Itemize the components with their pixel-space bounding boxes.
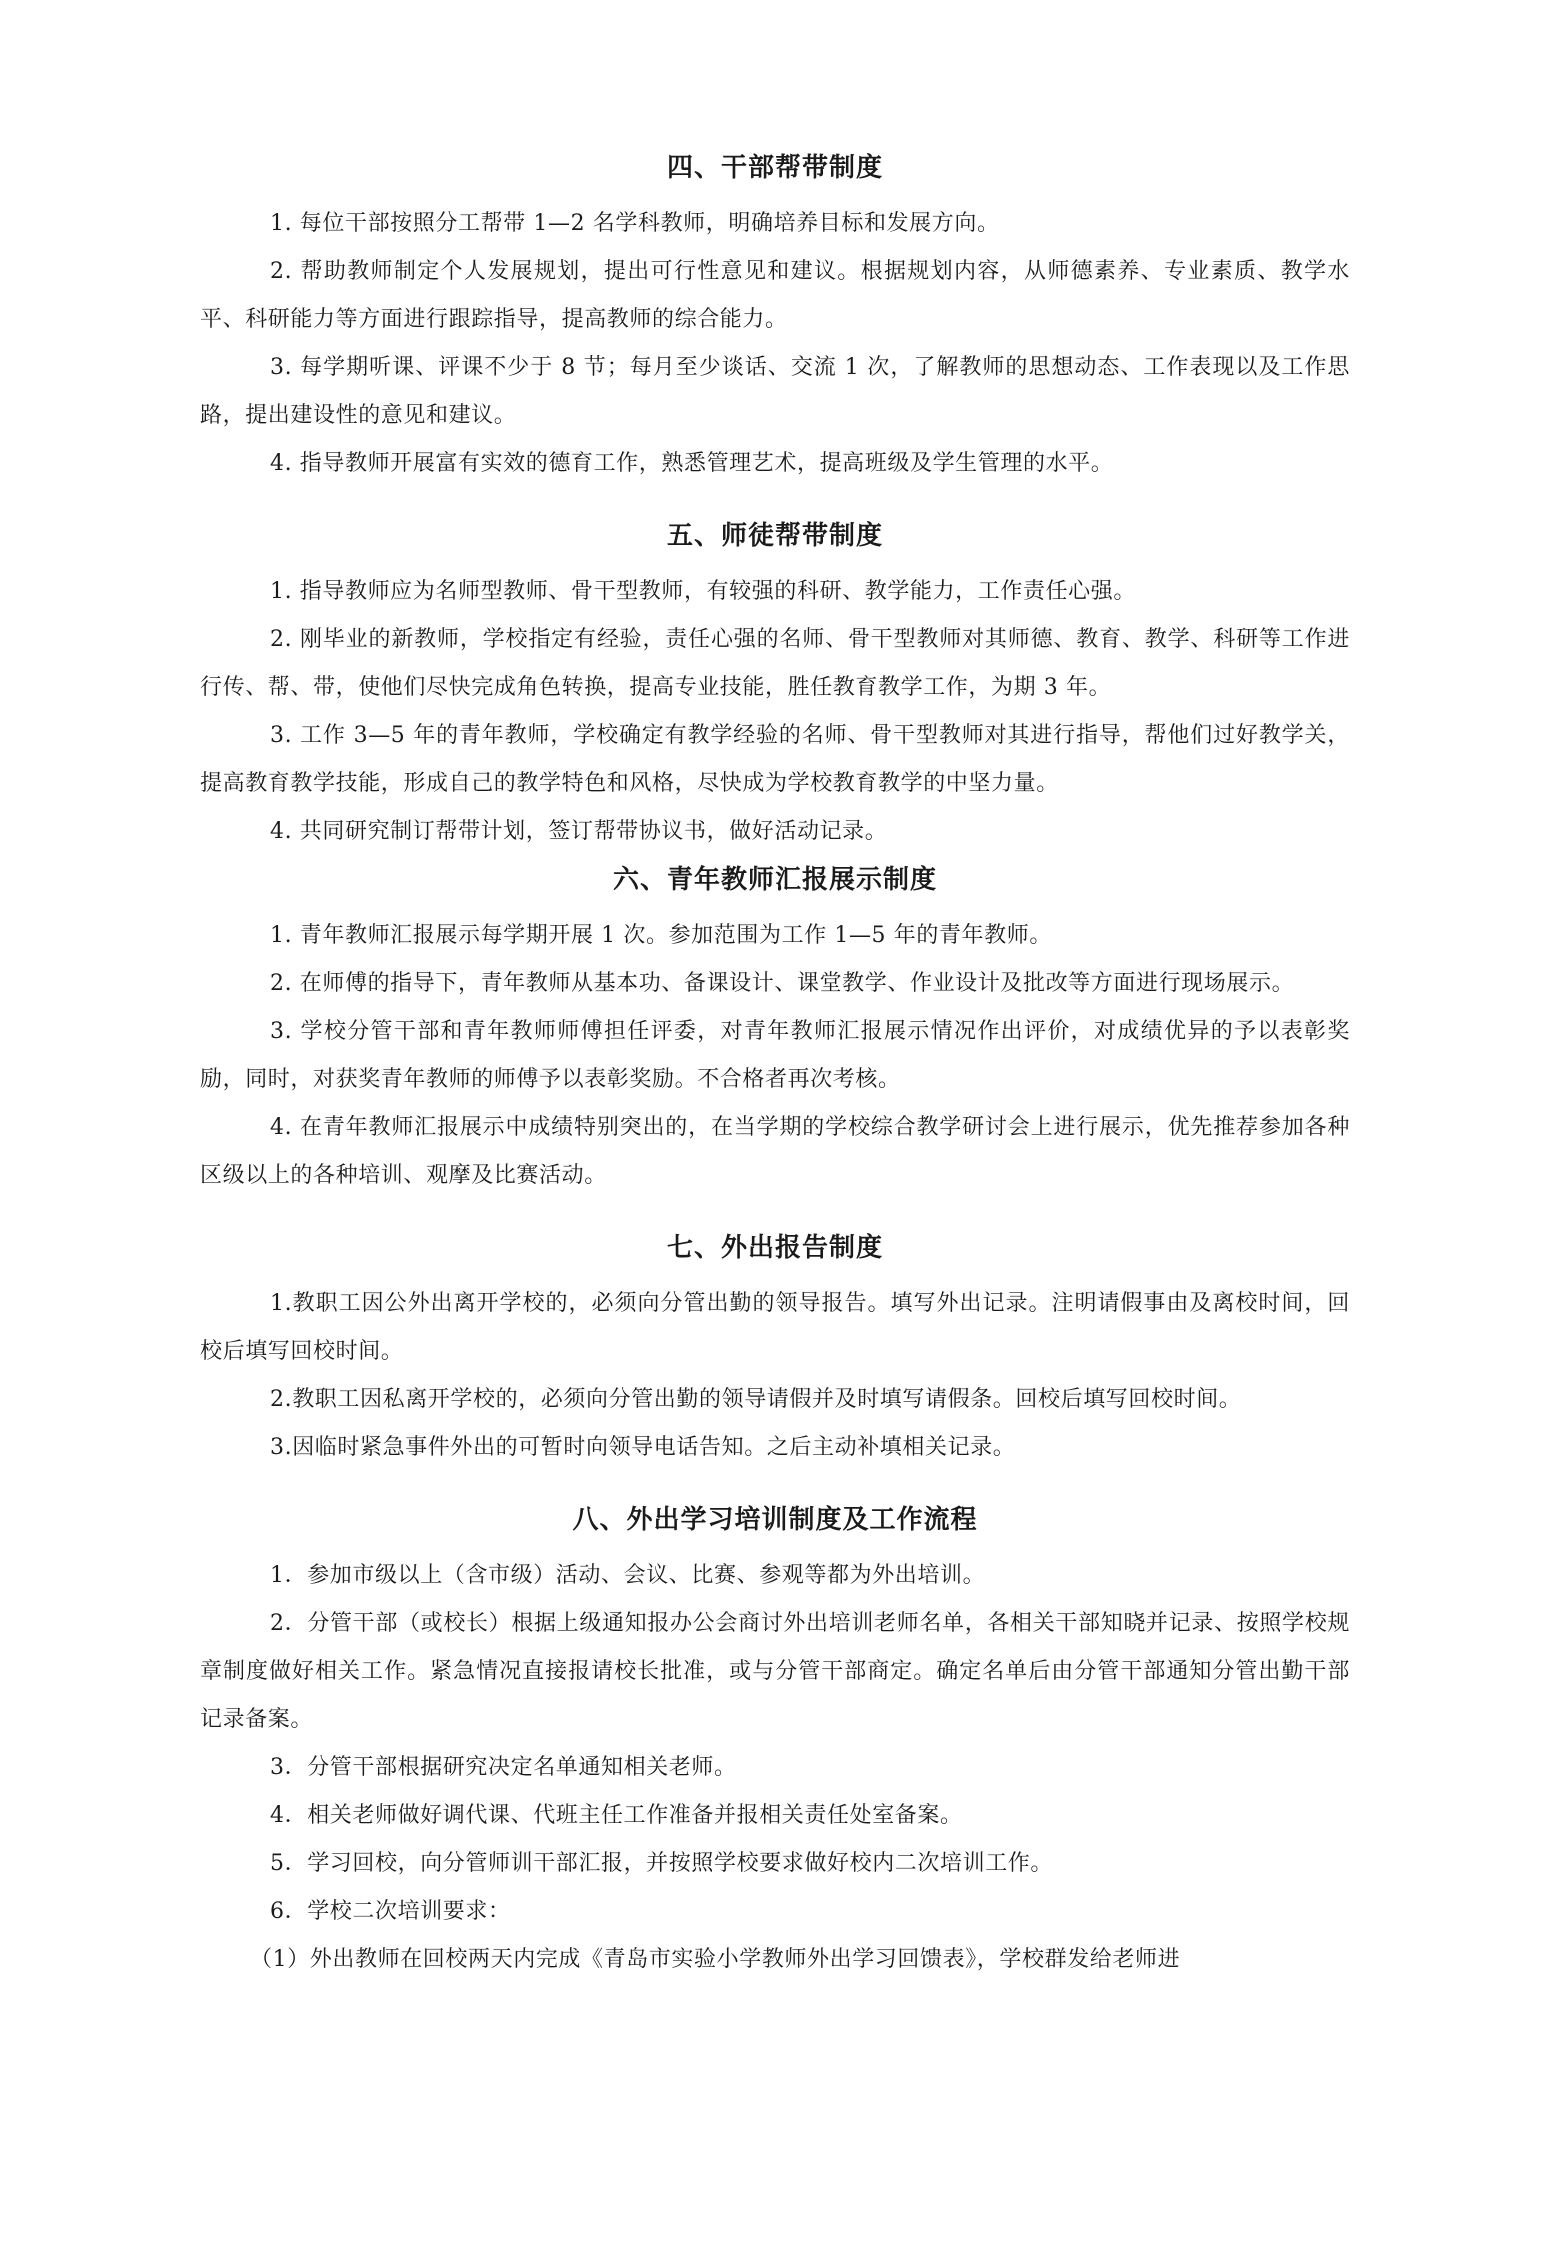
paragraph: 3．分管干部根据研究决定名单通知相关老师。 [270,1755,737,1780]
section-master-apprentice [200,518,1350,856]
section-title: 七、外出报告制度 [666,1233,883,1263]
paragraph: 3. 工作 3—5 年的青年教师，学校确定有教学经验的名师、骨干型教师对其进行指导，帮他们过好教学关，提高教育教学技能，形成自己的教学特色和风格，尽快成为学校教育教学的中坚力量。 [200,723,1350,796]
section-external-training [200,1502,1350,1984]
paragraph: 2. 帮助教师制定个人发展规划，提出可行性意见和建议。根据规划内容，从师德素养、专业素质、教学水平、科研能力等方面进行跟踪指导，提高教师的综合能力。 [200,259,1350,332]
paragraph: 1.教职工因公外出离开学校的，必须向分管出勤的领导报告。填写外出记录。注明请假事由及离校时间，回校后填写回校时间。 [200,1291,1350,1364]
paragraph: 4. 指导教师开展富有实效的德育工作，熟悉管理艺术，提高班级及学生管理的水平。 [270,451,1114,476]
paragraph: 2．分管干部（或校长）根据上级通知报办公会商讨外出培训老师名单，各相关干部知晓并记录、按照学校规章制度做好相关工作。紧急情况直接报请校长批准，或与分管干部商定。确定名单后由分管干部通知分管出勤干部记录备案。 [200,1611,1350,1732]
section-title: 八、外出学习培训制度及工作流程 [572,1505,978,1535]
paragraph: 1. 指导教师应为名师型教师、骨干型教师，有较强的科研、教学能力，工作责任心强。 [270,579,1136,604]
section-title: 五、师徒帮带制度 [666,521,883,551]
paragraph: 1. 每位干部按照分工帮带 1—2 名学科教师，明确培养目标和发展方向。 [270,211,1000,236]
paragraph: 4. 在青年教师汇报展示中成绩特别突出的，在当学期的学校综合教学研讨会上进行展示，优先推荐参加各种区级以上的各种培训、观摩及比赛活动。 [200,1115,1350,1188]
paragraph: 4．相关老师做好调代课、代班主任工作准备并报相关责任处室备案。 [270,1803,963,1828]
section-title: 四、干部帮带制度 [666,153,883,183]
paragraph: 3. 每学期听课、评课不少于 8 节；每月至少谈话、交流 1 次，了解教师的思想动态、工作表现以及工作思路，提出建设性的意见和建议。 [200,355,1350,428]
paragraph: 2. 在师傅的指导下，青年教师从基本功、备课设计、课堂教学、作业设计及批改等方面进行现场展示。 [270,971,1295,996]
paragraph: 2. 刚毕业的新教师，学校指定有经验，责任心强的名师、骨干型教师对其师德、教育、教学、科研等工作进行传、帮、带，使他们尽快完成角色转换，提高专业技能，胜任教育教学工作，为期 3 年。 [200,627,1350,700]
paragraph: 1. 青年教师汇报展示每学期开展 1 次。参加范围为工作 1—5 年的青年教师。 [270,923,1052,948]
paragraph: 5．学习回校，向分管师训干部汇报，并按照学校要求做好校内二次培训工作。 [270,1851,1053,1876]
paragraph: （1）外出教师在回校两天内完成《青岛市实验小学教师外出学习回馈表》，学校群发给老师进 [250,1947,1181,1972]
paragraph: 3.因临时紧急事件外出的可暂时向领导电话告知。之后主动补填相关记录。 [270,1435,1016,1460]
paragraph: 1．参加市级以上（含市级）活动、会议、比赛、参观等都为外出培训。 [270,1563,986,1588]
document-page [200,150,1350,1984]
section-outing-report [200,1230,1350,1472]
section-cadre-mentoring [200,150,1350,488]
paragraph: 2.教职工因私离开学校的，必须向分管出勤的领导请假并及时填写请假条。回校后填写回校时间。 [270,1387,1242,1412]
paragraph: 3. 学校分管干部和青年教师师傅担任评委，对青年教师汇报展示情况作出评价，对成绩优异的予以表彰奖励，同时，对获奖青年教师的师傅予以表彰奖励。不合格者再次考核。 [200,1019,1350,1092]
section-young-teacher-showcase [200,862,1350,1200]
paragraph: 6．学校二次培训要求： [270,1899,511,1924]
section-title: 六、青年教师汇报展示制度 [612,865,937,895]
paragraph: 4. 共同研究制订帮带计划，签订帮带协议书，做好活动记录。 [270,819,888,844]
